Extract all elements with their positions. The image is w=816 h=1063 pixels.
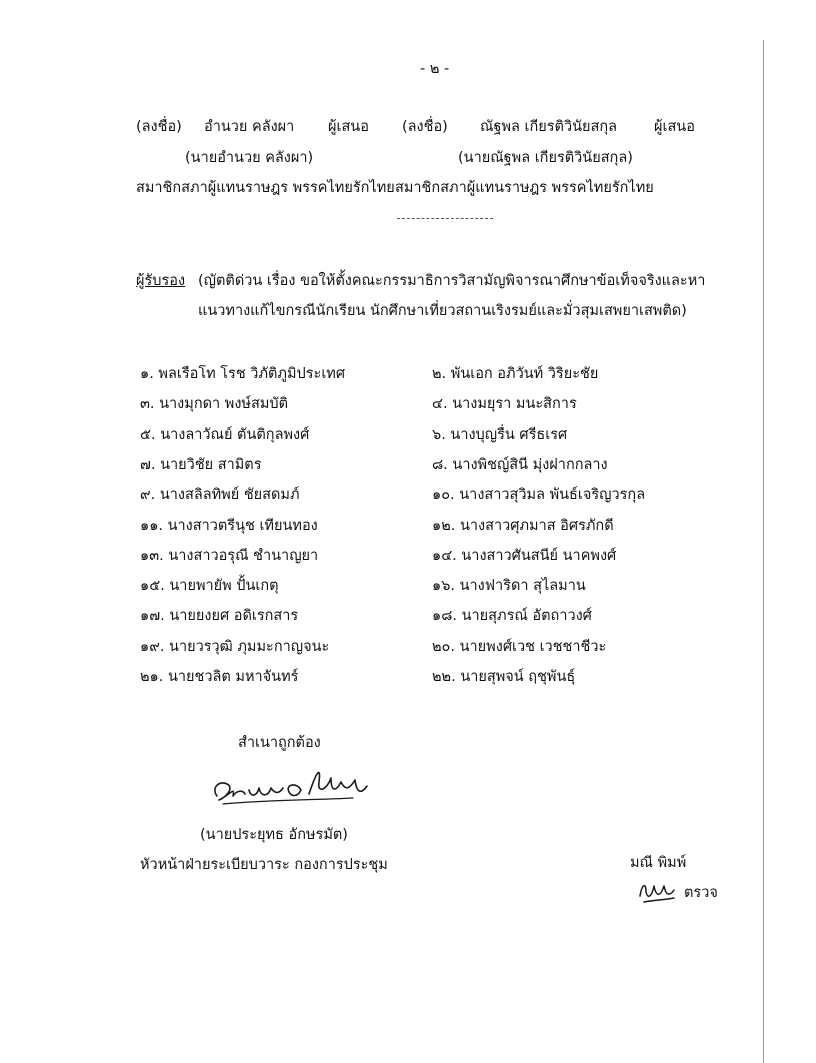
endorser-item: ๔. นางมยุรา มนะสิการ: [432, 396, 577, 412]
right-signed-name: ณัฐพล เกียรติวินัยสกุล: [480, 119, 618, 135]
endorser-item: ๑๐. นางสาวสุวิมล พันธ์เจริญวรกุล: [432, 487, 646, 503]
left-full-name: (นายอำนวย คลังผา): [185, 150, 314, 166]
endorser-item: ๑๗. นายยงยศ อดิเรกสาร: [140, 608, 299, 624]
left-sign-prefix: (ลงชื่อ): [136, 119, 182, 135]
endorser-item: ๕. นางลาวัณย์ ตันติกุลพงศ์: [140, 427, 310, 443]
right-full-name: (นายณัฐพล เกียรติวินัยสกุล): [458, 150, 633, 166]
endorser-item: ๒๐. นายพงศ์เวช เวชชาชีวะ: [432, 639, 607, 655]
endorser-item: ๑๙. นายวรวุฒิ ภุมมะกาญจนะ: [140, 639, 330, 655]
initials-mark: [636, 876, 678, 904]
endorser-item: ๑๖. นางฟาริดา สุไลมาน: [432, 578, 586, 594]
handwritten-signature: [205, 760, 375, 810]
certifier-full-name: (นายประยุทธ อักษรมัต): [200, 827, 348, 843]
certification-label: สำเนาถูกต้อง: [238, 735, 321, 751]
endorser-item: ๑๕. นายพายัพ ปั้นเกตุ: [140, 578, 279, 594]
endorsement-line-1: (ญัตติด่วน เรื่อง ขอให้ตั้งคณะกรรมาธิการวิสามัญพิจารณาศึกษาข้อเท็จจริงและหา: [198, 273, 706, 289]
endorser-item: ๘. นางพิชญ์สินี มุ่งฝากกลาง: [432, 457, 608, 473]
right-sign-prefix: (ลงชื่อ): [402, 119, 448, 135]
endorser-item: ๑๑. นางสาวตรีนุช เทียนทอง: [140, 518, 318, 534]
endorsement-line-2: แนวทางแก้ไขกรณีนักเรียน นักศึกษาเที่ยวสถานเริงรมย์และมั่วสุมเสพยาเสพติด): [198, 303, 687, 319]
endorser-item: ๑. พลเรือโท โรช วิภัติภูมิประเทศ: [140, 366, 346, 382]
left-signed-name: อำนวย คลังผา: [204, 119, 295, 135]
endorser-item: ๒๒. นายสุพจน์ ฤชุพันธุ์: [432, 669, 576, 685]
endorser-item: ๗. นายวิชัย สามิตร: [140, 457, 262, 473]
left-proposer-role: ผู้เสนอ: [328, 119, 369, 135]
endorser-item: ๒. พันเอก อภิวันท์ วิริยะชัย: [432, 366, 599, 382]
right-proposer-role: ผู้เสนอ: [654, 119, 695, 135]
endorser-item: ๒๑. นายชวลิต มหาจันทร์: [140, 669, 299, 685]
endorser-item: ๑๔. นางสาวศันสนีย์ นาคพงศ์: [432, 548, 617, 564]
typist-name: มณี พิมพ์: [630, 855, 687, 871]
page-edge-line: [763, 40, 764, 1063]
page-number: - ๒ -: [420, 61, 450, 77]
endorser-item: ๖. นางบุญรื่น ศรีธเรศ: [432, 427, 568, 443]
endorser-item: ๑๓. นางสาวอรุณี ชำนาญยา: [140, 548, 319, 564]
endorsement-label: ผู้รับรอง: [136, 273, 186, 289]
endorser-item: ๑๘. นายสุภรณ์ อัตถาวงศ์: [432, 608, 592, 624]
separator-line: [397, 218, 493, 219]
endorser-item: ๓. นางมุกดา พงษ์สมบัติ: [140, 396, 288, 412]
endorser-item: ๙. นางสลิลทิพย์ ชัยสดมภ์: [140, 487, 300, 503]
endorser-item: ๑๒. นางสาวศุภมาส อิศรภักดี: [432, 518, 614, 534]
left-position: สมาชิกสภาผู้แทนราษฎร พรรคไทยรักไทย: [136, 180, 395, 196]
check-label: ตรวจ: [684, 885, 718, 901]
right-position: สมาชิกสภาผู้แทนราษฎร พรรคไทยรักไทย: [395, 180, 654, 196]
certifier-position: หัวหน้าฝ่ายระเบียบวาระ กองการประชุม: [140, 857, 388, 873]
